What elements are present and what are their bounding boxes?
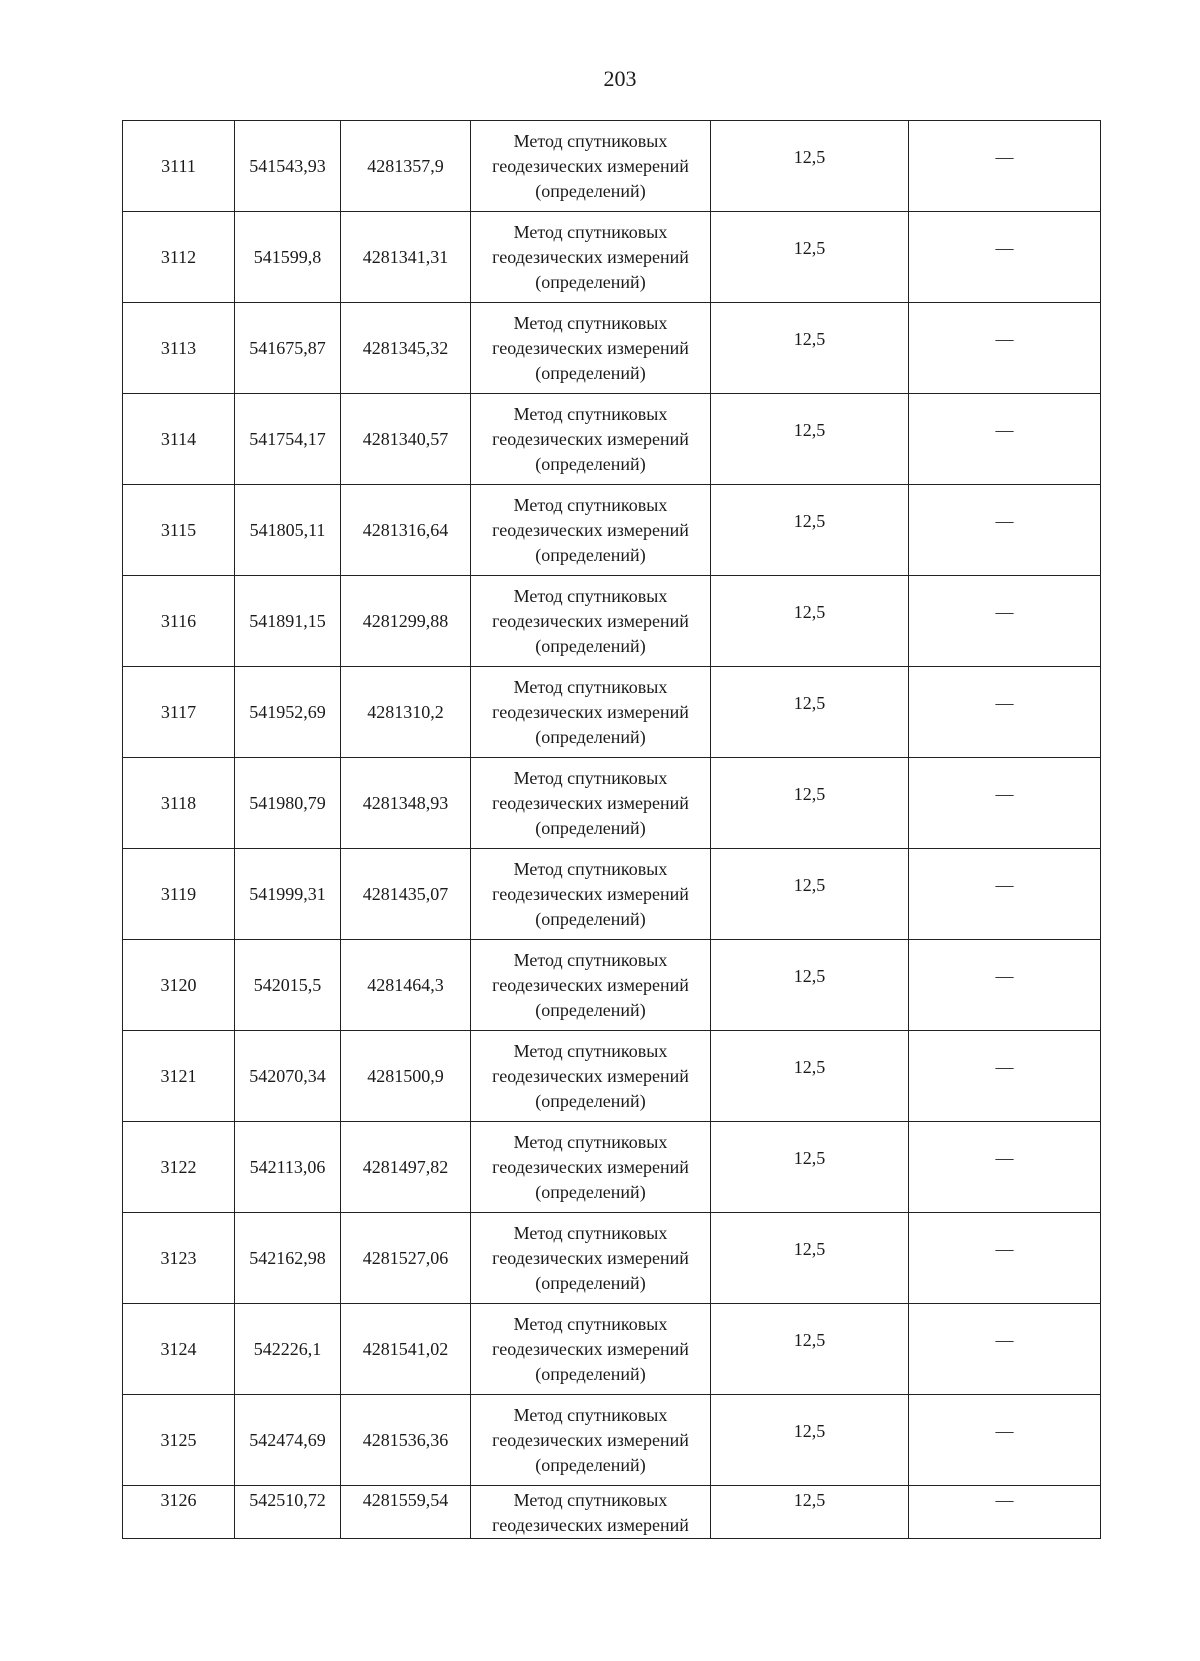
accuracy-value: 12,5: [793, 1329, 826, 1350]
method-line-1: Метод спутниковых: [513, 494, 668, 515]
method-line-1: Метод спутниковых: [513, 1404, 668, 1425]
note-dash: —: [995, 783, 1014, 804]
x-coordinate-cell: 541754,17: [235, 394, 341, 485]
method-line-3: (определений): [535, 726, 646, 747]
x-coordinate-cell: 542015,5: [235, 940, 341, 1031]
note-dash: —: [995, 510, 1014, 531]
accuracy-value: 12,5: [793, 510, 826, 531]
method-line-1: Метод спутниковых: [513, 312, 668, 333]
method-cell: [471, 940, 711, 1031]
y-coordinate-cell: 4281316,64: [341, 485, 471, 576]
y-coordinate-cell: 4281464,3: [341, 940, 471, 1031]
accuracy-cell: [711, 1213, 909, 1304]
method-cell: [471, 1031, 711, 1122]
method-cell: [471, 1213, 711, 1304]
method-cell: [471, 485, 711, 576]
point-number-cell: 3123: [123, 1213, 235, 1304]
accuracy-value: 12,5: [793, 237, 826, 258]
method-cell: [471, 667, 711, 758]
note-cell: [909, 1213, 1101, 1304]
y-coordinate-cell: 4281435,07: [341, 849, 471, 940]
table-row: [123, 758, 1101, 849]
x-coordinate-cell: 541999,31: [235, 849, 341, 940]
method-line-2: геодезических измерений: [492, 337, 689, 358]
x-coordinate-cell: 542226,1: [235, 1304, 341, 1395]
method-line-3: (определений): [535, 1090, 646, 1111]
method-line-2: геодезических измерений: [492, 610, 689, 631]
method-line-3: (определений): [535, 271, 646, 292]
note-cell: [909, 394, 1101, 485]
point-number-cell: 3118: [123, 758, 235, 849]
method-line-3: (определений): [535, 999, 646, 1020]
note-cell: [909, 303, 1101, 394]
method-line-1: Метод спутниковых: [513, 767, 668, 788]
accuracy-cell: [711, 212, 909, 303]
note-dash: —: [995, 874, 1014, 895]
method-line-3: (определений): [535, 1181, 646, 1202]
table-row: [123, 1486, 1101, 1539]
method-line-3: (определений): [535, 180, 646, 201]
point-number-cell: 3114: [123, 394, 235, 485]
accuracy-cell: [711, 394, 909, 485]
y-coordinate-cell: 4281345,32: [341, 303, 471, 394]
method-line-1: Метод спутниковых: [513, 585, 668, 606]
point-number-cell: 3117: [123, 667, 235, 758]
table-row: [123, 940, 1101, 1031]
method-line-2: геодезических измерений: [492, 974, 689, 995]
note-dash: —: [995, 1238, 1014, 1259]
note-dash: —: [995, 237, 1014, 258]
method-line-2: геодезических измерений: [492, 792, 689, 813]
x-coordinate-cell: 542162,98: [235, 1213, 341, 1304]
y-coordinate-cell: 4281357,9: [341, 121, 471, 212]
accuracy-cell: [711, 1031, 909, 1122]
y-coordinate-cell: 4281348,93: [341, 758, 471, 849]
method-line-3: (определений): [535, 817, 646, 838]
accuracy-value: 12,5: [793, 328, 826, 349]
note-cell: [909, 576, 1101, 667]
note-dash: —: [995, 965, 1014, 986]
method-line-1: Метод спутниковых: [513, 403, 668, 424]
method-cell: [471, 1304, 711, 1395]
point-number-cell: 3121: [123, 1031, 235, 1122]
table-row: [123, 1213, 1101, 1304]
accuracy-cell: [711, 1486, 909, 1539]
method-line-1: Метод спутниковых: [513, 1040, 668, 1061]
accuracy-value: 12,5: [793, 692, 826, 713]
method-line-2: геодезических измерений: [492, 1156, 689, 1177]
accuracy-cell: [711, 576, 909, 667]
method-line-2: геодезических измерений: [492, 1065, 689, 1086]
table-row: [123, 1304, 1101, 1395]
y-coordinate-cell: 4281341,31: [341, 212, 471, 303]
note-dash: —: [995, 146, 1014, 167]
point-number-cell: 3124: [123, 1304, 235, 1395]
y-coordinate-cell: 4281299,88: [341, 576, 471, 667]
accuracy-cell: [711, 303, 909, 394]
accuracy-value: 12,5: [793, 1490, 826, 1510]
table-row: [123, 1031, 1101, 1122]
note-cell: [909, 758, 1101, 849]
y-coordinate-cell: 4281541,02: [341, 1304, 471, 1395]
accuracy-value: 12,5: [793, 601, 826, 622]
table-row: [123, 212, 1101, 303]
y-coordinate-cell: 4281536,36: [341, 1395, 471, 1486]
note-dash: —: [995, 419, 1014, 440]
x-coordinate-cell: 542510,72: [235, 1486, 341, 1539]
accuracy-cell: [711, 1304, 909, 1395]
method-line-1: Метод спутниковых: [513, 858, 668, 879]
point-number-cell: 3113: [123, 303, 235, 394]
note-cell: [909, 940, 1101, 1031]
y-coordinate-cell: 4281500,9: [341, 1031, 471, 1122]
point-number-cell: 3119: [123, 849, 235, 940]
method-line-3: (определений): [535, 453, 646, 474]
table-row: [123, 485, 1101, 576]
method-cell: [471, 758, 711, 849]
table-row: [123, 1395, 1101, 1486]
x-coordinate-cell: 541980,79: [235, 758, 341, 849]
note-cell: [909, 121, 1101, 212]
x-coordinate-cell: 542070,34: [235, 1031, 341, 1122]
accuracy-cell: [711, 485, 909, 576]
method-cell: [471, 394, 711, 485]
point-number-cell: 3116: [123, 576, 235, 667]
method-line-1: Метод спутниковых: [513, 949, 668, 970]
x-coordinate-cell: 542113,06: [235, 1122, 341, 1213]
x-coordinate-cell: 541599,8: [235, 212, 341, 303]
accuracy-cell: [711, 121, 909, 212]
note-cell: [909, 1122, 1101, 1213]
method-line-3: (определений): [535, 544, 646, 565]
method-line-1: Метод спутниковых: [513, 130, 668, 151]
table-row: [123, 303, 1101, 394]
accuracy-value: 12,5: [793, 874, 826, 895]
note-cell: [909, 1031, 1101, 1122]
method-line-2: геодезических измерений: [492, 1429, 689, 1450]
method-line-2: геодезических измерений: [492, 428, 689, 449]
note-cell: [909, 212, 1101, 303]
method-line-3: (определений): [535, 362, 646, 383]
accuracy-value: 12,5: [793, 146, 826, 167]
method-line-3: (определений): [535, 1272, 646, 1293]
table-row: [123, 576, 1101, 667]
accuracy-value: 12,5: [793, 1420, 826, 1441]
method-cell: [471, 1122, 711, 1213]
x-coordinate-cell: 541805,11: [235, 485, 341, 576]
note-dash: —: [995, 1329, 1014, 1350]
table-row: [123, 849, 1101, 940]
method-cell: [471, 1486, 711, 1539]
method-line-2: геодезических измерений: [492, 701, 689, 722]
table-body: [123, 121, 1101, 1539]
y-coordinate-cell: 4281527,06: [341, 1213, 471, 1304]
method-line-2: геодезических измерений: [492, 1338, 689, 1359]
note-dash: —: [995, 601, 1014, 622]
method-cell: [471, 849, 711, 940]
accuracy-cell: [711, 1395, 909, 1486]
accuracy-cell: [711, 849, 909, 940]
note-cell: [909, 849, 1101, 940]
note-dash: —: [995, 1056, 1014, 1077]
accuracy-value: 12,5: [793, 1147, 826, 1168]
accuracy-value: 12,5: [793, 965, 826, 986]
method-line-2: геодезических измерений: [492, 1515, 689, 1535]
note-cell: [909, 667, 1101, 758]
method-line-3: (определений): [535, 1454, 646, 1475]
point-number-cell: 3112: [123, 212, 235, 303]
note-dash: —: [995, 692, 1014, 713]
accuracy-cell: [711, 758, 909, 849]
method-cell: [471, 303, 711, 394]
table-row: [123, 394, 1101, 485]
method-line-2: геодезических измерений: [492, 519, 689, 540]
method-line-3: (определений): [535, 908, 646, 929]
y-coordinate-cell: 4281559,54: [341, 1486, 471, 1539]
note-dash: —: [995, 1490, 1014, 1510]
x-coordinate-cell: 541891,15: [235, 576, 341, 667]
point-number-cell: 3125: [123, 1395, 235, 1486]
note-dash: —: [995, 1420, 1014, 1441]
method-line-1: Метод спутниковых: [513, 1313, 668, 1334]
note-dash: —: [995, 328, 1014, 349]
point-number-cell: 3126: [123, 1486, 235, 1539]
method-line-1: Метод спутниковых: [513, 1490, 668, 1510]
accuracy-value: 12,5: [793, 1056, 826, 1077]
method-cell: [471, 576, 711, 667]
method-line-1: Метод спутниковых: [513, 221, 668, 242]
y-coordinate-cell: 4281340,57: [341, 394, 471, 485]
accuracy-value: 12,5: [793, 1238, 826, 1259]
method-line-1: Метод спутниковых: [513, 1131, 668, 1152]
x-coordinate-cell: 541543,93: [235, 121, 341, 212]
point-number-cell: 3120: [123, 940, 235, 1031]
coordinates-table: [122, 120, 1101, 1539]
point-number-cell: 3115: [123, 485, 235, 576]
accuracy-value: 12,5: [793, 783, 826, 804]
accuracy-cell: [711, 940, 909, 1031]
method-line-2: геодезических измерений: [492, 1247, 689, 1268]
method-line-2: геодезических измерений: [492, 246, 689, 267]
page-number: 203: [603, 66, 637, 91]
x-coordinate-cell: 541675,87: [235, 303, 341, 394]
x-coordinate-cell: 541952,69: [235, 667, 341, 758]
method-cell: [471, 121, 711, 212]
note-cell: [909, 485, 1101, 576]
note-dash: —: [995, 1147, 1014, 1168]
method-cell: [471, 212, 711, 303]
y-coordinate-cell: 4281497,82: [341, 1122, 471, 1213]
accuracy-cell: [711, 667, 909, 758]
method-line-3: (определений): [535, 635, 646, 656]
accuracy-value: 12,5: [793, 419, 826, 440]
note-cell: [909, 1304, 1101, 1395]
y-coordinate-cell: 4281310,2: [341, 667, 471, 758]
point-number-cell: 3122: [123, 1122, 235, 1213]
table-row: [123, 121, 1101, 212]
point-number-cell: 3111: [123, 121, 235, 212]
method-line-1: Метод спутниковых: [513, 676, 668, 697]
accuracy-cell: [711, 1122, 909, 1213]
method-line-1: Метод спутниковых: [513, 1222, 668, 1243]
method-line-2: геодезических измерений: [492, 883, 689, 904]
method-line-3: (определений): [535, 1363, 646, 1384]
table-row: [123, 667, 1101, 758]
table-row: [123, 1122, 1101, 1213]
note-cell: [909, 1395, 1101, 1486]
x-coordinate-cell: 542474,69: [235, 1395, 341, 1486]
note-cell: [909, 1486, 1101, 1539]
method-cell: [471, 1395, 711, 1486]
method-line-2: геодезических измерений: [492, 155, 689, 176]
